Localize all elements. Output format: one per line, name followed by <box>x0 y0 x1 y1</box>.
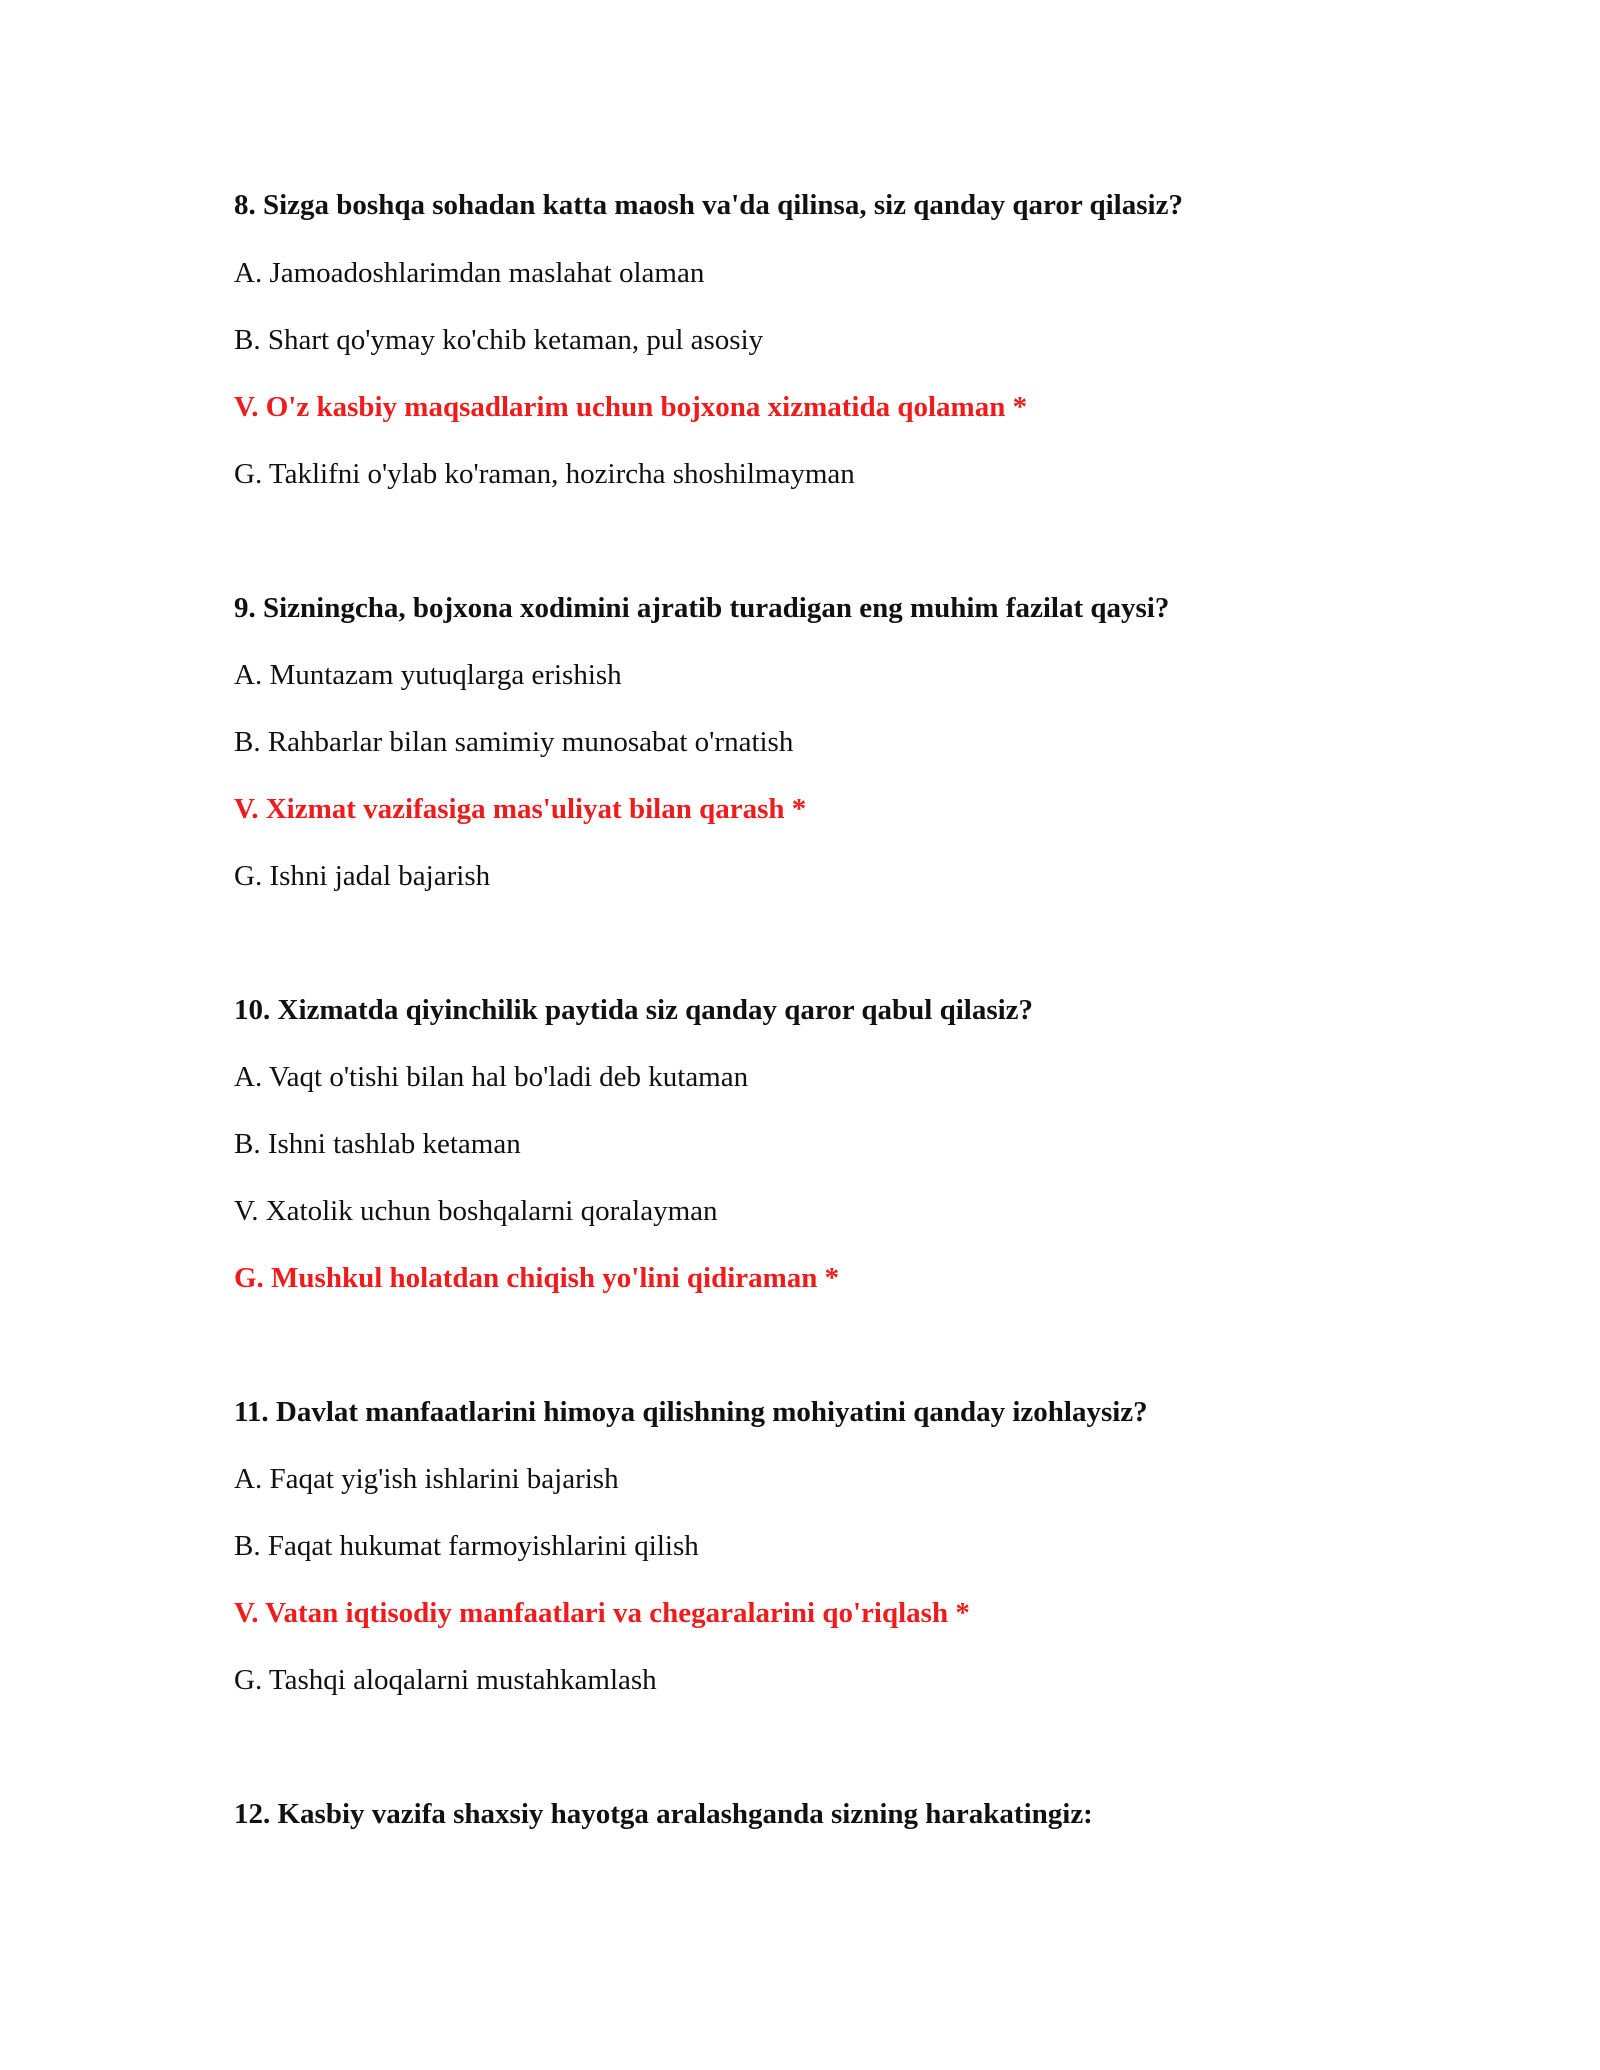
question-block-8 <box>234 188 1434 508</box>
question-8-option-g: G. Taklifni o'ylab ko'raman, hozircha shoshilmayman <box>234 458 855 490</box>
question-10-title: 10. Xizmatda qiyinchilik paytida siz qanday qaror qabul qilasiz? <box>234 994 1034 1026</box>
question-9-option-v-correct: V. Xizmat vazifasiga mas'uliyat bilan qarash * <box>234 793 807 825</box>
question-11-option-a: A. Faqat yig'ish ishlarini bajarish <box>234 1463 619 1495</box>
question-9-option-b: B. Rahbarlar bilan samimiy munosabat o'rnatish <box>234 726 794 758</box>
question-9-option-a: A. Muntazam yutuqlarga erishish <box>234 659 622 691</box>
question-block-10 <box>234 993 1434 1313</box>
question-block-12 <box>234 1797 1434 1837</box>
question-8-title: 8. Sizga boshqa sohadan katta maosh va'da qilinsa, siz qanday qaror qilasiz? <box>234 189 1183 221</box>
question-8-option-v-correct: V. O'z kasbiy maqsadlarim uchun bojxona xizmatida qolaman * <box>234 391 1028 423</box>
question-10-option-v: V. Xatolik uchun boshqalarni qoralayman <box>234 1195 718 1227</box>
question-11-title: 11. Davlat manfaatlarini himoya qilishning mohiyatini qanday izohlaysiz? <box>234 1396 1148 1428</box>
question-10-option-a: A. Vaqt o'tishi bilan hal bo'ladi deb kutaman <box>234 1061 749 1093</box>
question-8-option-b: B. Shart qo'ymay ko'chib ketaman, pul asosiy <box>234 324 764 356</box>
question-11-option-b: B. Faqat hukumat farmoyishlarini qilish <box>234 1530 699 1562</box>
question-12-title: 12. Kasbiy vazifa shaxsiy hayotga aralashganda sizning harakatingiz: <box>234 1798 1093 1830</box>
question-10-option-g-correct: G. Mushkul holatdan chiqish yo'lini qidiraman * <box>234 1262 840 1294</box>
question-8-option-a: A. Jamoadoshlarimdan maslahat olaman <box>234 257 705 289</box>
question-9-option-g: G. Ishni jadal bajarish <box>234 860 491 892</box>
question-block-11 <box>234 1395 1434 1715</box>
question-10-option-b: B. Ishni tashlab ketaman <box>234 1128 521 1160</box>
question-9-title: 9. Sizningcha, bojxona xodimini ajratib turadigan eng muhim fazilat qaysi? <box>234 592 1170 624</box>
question-11-option-v-correct: V. Vatan iqtisodiy manfaatlari va chegaralarini qo'riqlash * <box>234 1597 970 1629</box>
question-block-9 <box>234 591 1434 911</box>
question-11-option-g: G. Tashqi aloqalarni mustahkamlash <box>234 1664 657 1696</box>
